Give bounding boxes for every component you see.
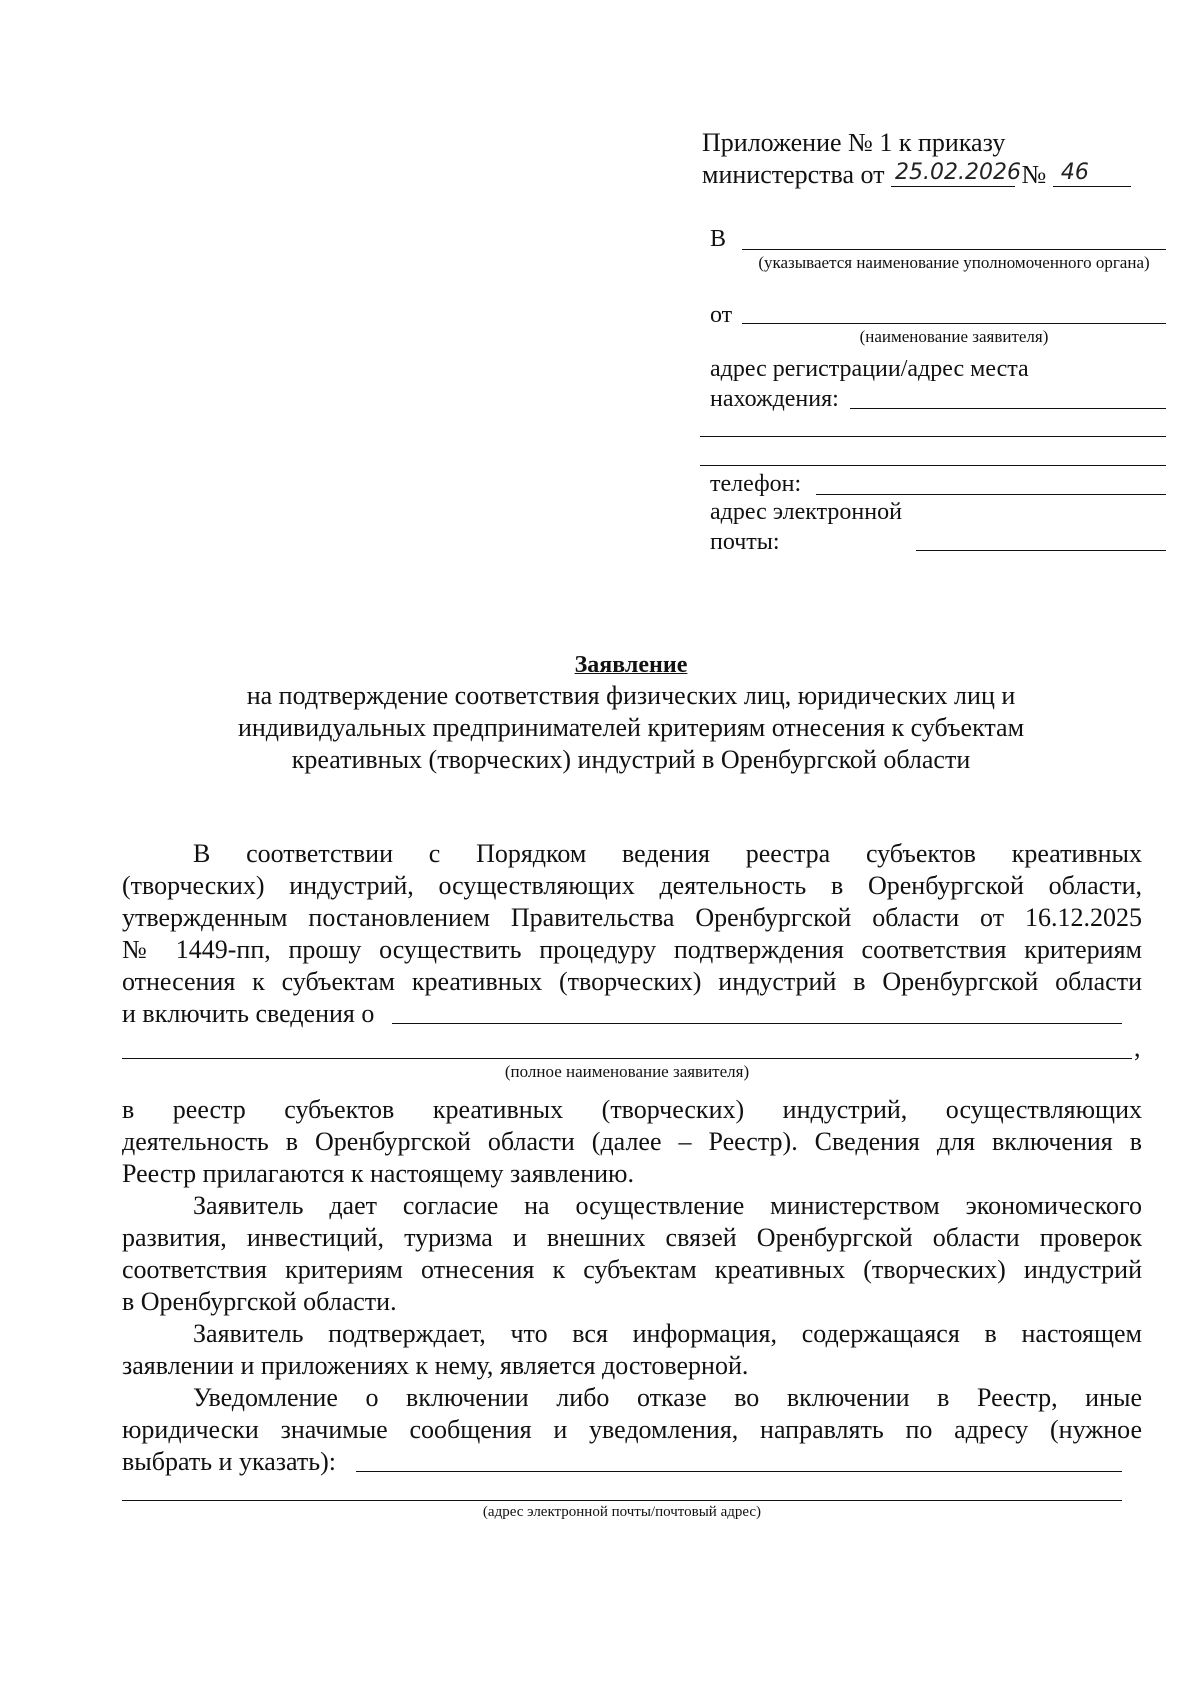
- body-line-1: В соответствии с Порядком ведения реестра субъектов креативных: [193, 839, 1142, 868]
- to-label: В: [710, 226, 727, 252]
- order-number-field: [1053, 160, 1131, 187]
- notify-line-1: Уведомление о включении либо отказе во включении в Реестр, иные: [193, 1383, 1142, 1412]
- title-subline-1: на подтверждение соответствия физических лиц, юридических лиц и: [246, 681, 1016, 710]
- order-line: [702, 159, 1102, 191]
- body-line-9: Реестр прилагаются к настоящему заявлению.: [122, 1159, 634, 1188]
- body-line-7: в реестр субъектов креативных (творческих) индустрий, осуществляющих: [122, 1095, 1142, 1124]
- applicant-name-hint: (полное наименование заявителя): [504, 1062, 750, 1081]
- email-label-1: адрес электронной: [710, 499, 902, 525]
- notify-address-field-line-2[interactable]: [122, 1500, 1122, 1501]
- address-field-line-1[interactable]: [850, 408, 1166, 409]
- title-subline-3: креативных (творческих) индустрий в Оренбургской области: [291, 745, 971, 774]
- notify-line-3: выбрать и указать):: [122, 1447, 336, 1476]
- to-field-line[interactable]: [742, 249, 1166, 250]
- address-field-line-2[interactable]: [700, 436, 1166, 437]
- address-field-line-3[interactable]: [700, 465, 1166, 466]
- confirm-line-1: Заявитель подтверждает, что вся информация, содержащаяся в настоящем: [193, 1319, 1142, 1348]
- appendix-line: Приложение № 1 к приказу: [702, 128, 1006, 157]
- body-line-3: утвержденным постановлением Правительства Оренбургской области от 16.12.2025: [122, 903, 1142, 932]
- phone-field-line[interactable]: [816, 494, 1166, 495]
- consent-line-2: развития, инвестиций, туризма и внешних связей Оренбургской области проверок: [122, 1223, 1142, 1252]
- consent-line-1: Заявитель дает согласие на осуществление министерством экономического: [193, 1191, 1142, 1220]
- title-subline-2: индивидуальных предпринимателей критериям отнесения к субъектам: [237, 713, 1025, 742]
- body-line-4: № 1449-пп, прошу осуществить процедуру подтверждения соответствия критериям: [122, 935, 1142, 964]
- order-prefix: министерства от: [702, 160, 885, 189]
- consent-line-3: соответствия критериям отнесения к субъектам креативных (творческих) индустрий: [122, 1255, 1142, 1284]
- body-line-6: и включить сведения о: [122, 999, 375, 1028]
- comma: ,: [1134, 1033, 1141, 1062]
- notify-address-hint: (адрес электронной почты/почтовый адрес): [482, 1504, 762, 1520]
- email-label-2: почты:: [710, 529, 780, 555]
- from-label: от: [710, 302, 733, 328]
- from-hint: (наименование заявителя): [859, 327, 1049, 346]
- order-number-handwritten: 46: [1060, 160, 1089, 185]
- confirm-line-2: заявлении и приложениях к нему, является достоверной.: [122, 1351, 749, 1380]
- order-number-label: №: [1021, 160, 1047, 189]
- order-date-handwritten: 25.02.2026: [895, 160, 1022, 185]
- body-line-5: отнесения к субъектам креативных (творческих) индустрий в Оренбургской области: [122, 967, 1142, 996]
- phone-label: телефон:: [710, 471, 802, 497]
- email-field-line[interactable]: [916, 550, 1166, 551]
- notify-line-2: юридически значимые сообщения и уведомления, направлять по адресу (нужное: [122, 1415, 1142, 1444]
- document-title: Заявление: [574, 652, 688, 678]
- consent-line-4: в Оренбургской области.: [122, 1287, 397, 1316]
- body-line-8: деятельность в Оренбургской области (далее – Реестр). Сведения для включения в: [122, 1127, 1142, 1156]
- from-field-line[interactable]: [742, 323, 1166, 324]
- notify-address-field-line-1[interactable]: [356, 1471, 1122, 1472]
- address-label-2: нахождения:: [710, 386, 839, 412]
- body-line-2: (творческих) индустрий, осуществляющих деятельность в Оренбургской области,: [122, 871, 1142, 900]
- applicant-name-field-line-2[interactable]: [122, 1058, 1132, 1059]
- to-hint: (указывается наименование уполномоченного органа): [758, 253, 1150, 272]
- applicant-name-field-line-1[interactable]: [392, 1023, 1122, 1024]
- order-date-field: [891, 160, 1022, 187]
- address-label-1: адрес регистрации/адрес места: [710, 356, 1029, 382]
